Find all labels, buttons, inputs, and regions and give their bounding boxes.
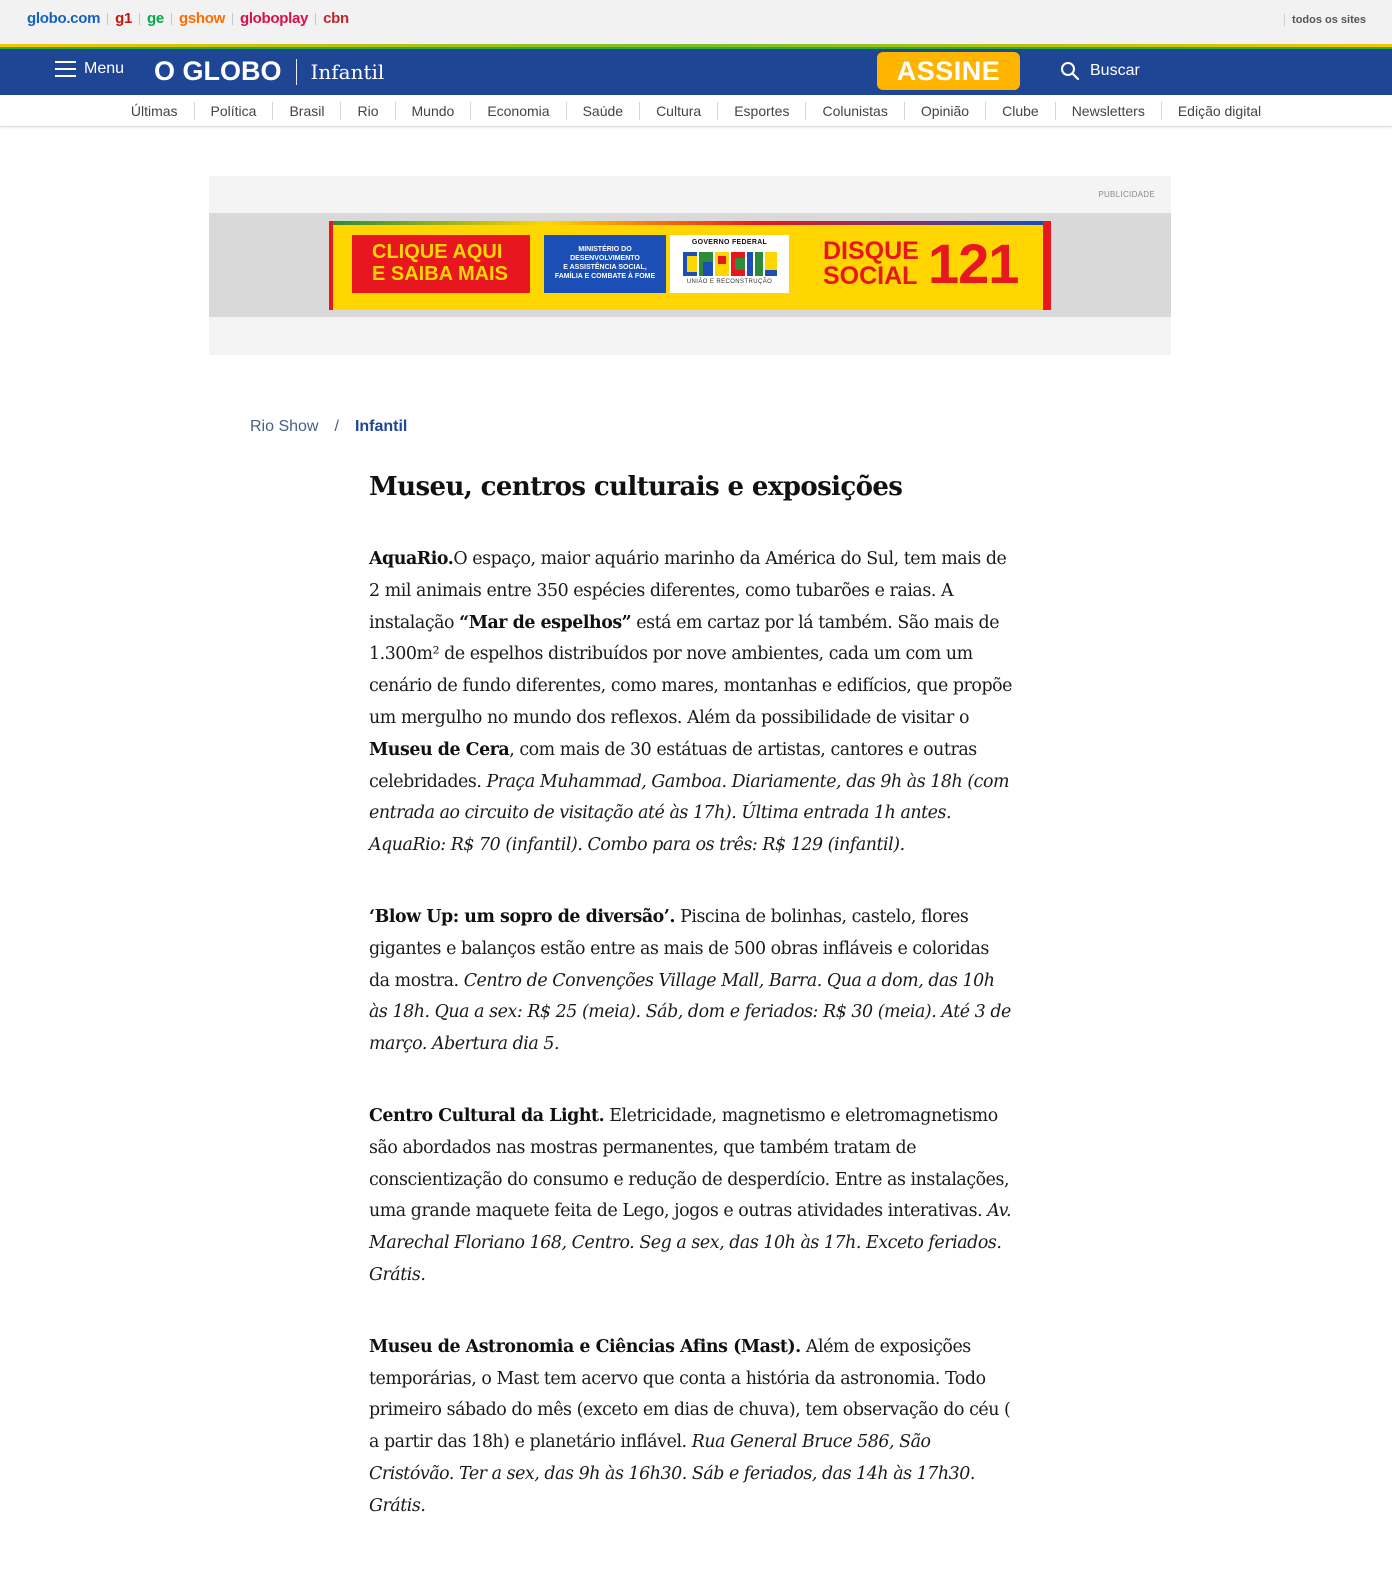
nav-item[interactable]: Saúde — [567, 102, 640, 120]
separator — [171, 13, 172, 25]
breadcrumb-separator: / — [334, 418, 339, 435]
search-button[interactable] — [1060, 61, 1140, 81]
ad-cta-line2: E SAIBA MAIS — [372, 263, 508, 285]
separator — [315, 13, 316, 25]
nav-item[interactable]: Política — [195, 102, 274, 120]
logo-divider — [296, 59, 297, 85]
ad-cta-line1: CLIQUE AQUI — [372, 241, 503, 263]
ministry-line: E ASSISTÊNCIA SOCIAL, — [563, 264, 647, 271]
all-sites-link[interactable]: todos os sites — [1284, 14, 1366, 26]
nav-item[interactable]: Mundo — [396, 102, 472, 120]
nav-item[interactable]: Rio — [341, 102, 395, 120]
nav-item[interactable]: Esportes — [718, 102, 806, 120]
article-paragraph-mast — [369, 1332, 1014, 1523]
venue-info: Praça Muhammad, Gamboa. Diariamente, das 9h às 18h (com entrada ao circuito de visitação até às 17h). Última entrada 1h antes. AquaRio: R$ 70 (infantil). Combo para os três: R$ 129 (infantil). — [369, 771, 1010, 856]
ad-banner[interactable] — [329, 221, 1051, 310]
article-title: Museu, centros culturais e exposições — [369, 472, 903, 502]
nav-item[interactable]: Brasil — [273, 102, 341, 120]
ad-disque-line1: DISQUE — [823, 237, 919, 265]
search-icon — [1060, 61, 1080, 81]
venue-name: Centro Cultural da Light. — [369, 1105, 605, 1126]
nav-item[interactable]: Cultura — [640, 102, 718, 120]
globo-sites-bar — [0, 0, 1392, 44]
menu-button[interactable] — [55, 60, 124, 78]
article-paragraph-aquario — [369, 544, 1014, 862]
separator — [139, 13, 140, 25]
gov-title: GOVERNO FEDERAL — [691, 239, 768, 246]
ad-phone-number: 121 — [928, 232, 1019, 295]
breadcrumb — [250, 418, 407, 436]
nav-item[interactable]: Opinião — [905, 102, 986, 120]
article-paragraph-light — [369, 1101, 1014, 1292]
venue-name: ‘Blow Up: um sopro de diversão’. — [369, 906, 675, 927]
ministry-logo — [544, 235, 666, 293]
ad-label: PUBLICIDADE — [1098, 190, 1155, 199]
nav-item[interactable]: Edição digital — [1177, 102, 1262, 119]
main-header — [0, 49, 1392, 95]
site-link-g1[interactable]: g1 — [115, 10, 133, 27]
paragraph-text: Piscina de bolinhas, castelo, flores gigantes e balanços estão entre as mais de 500 obras infláveis e coloridas da mostra. — [369, 906, 989, 991]
venue-info: Rua General Bruce 586, São Cristóvão. Ter a sex, das 9h às 16h30. Sáb e feriados, das 14h às 17h30. Grátis. — [369, 1432, 975, 1516]
ad-disque-line2: SOCIAL — [823, 262, 918, 290]
site-logo[interactable]: O GLOBO — [154, 56, 282, 86]
brand — [154, 56, 384, 87]
breadcrumb-current[interactable]: Infantil — [354, 418, 408, 435]
venue-name: Museu de Cera — [369, 739, 510, 760]
sites-list — [27, 10, 349, 27]
nav-item[interactable]: Newsletters — [1056, 102, 1162, 120]
nav-item[interactable]: Colunistas — [806, 102, 904, 120]
site-link-cbn[interactable]: cbn — [323, 10, 349, 27]
nav-item[interactable]: Economia — [471, 102, 566, 120]
gov-subtitle: UNIÃO E RECONSTRUÇÃO — [686, 279, 773, 285]
paragraph-text: O espaço, maior aquário marinho da América do Sul, tem mais de 2 mil animais entre 350 espécies diferentes, como tubarões e raias. A instalação — [369, 549, 1007, 633]
venue-name: Museu de Astronomia e Ciências Afins (Mast). — [369, 1336, 801, 1357]
ad-slot — [209, 176, 1171, 355]
subscribe-button[interactable]: ASSINE — [877, 52, 1020, 90]
paragraph-text: , com mais de 30 estátuas de artistas, cantores e outras celebridades. — [369, 739, 977, 792]
venue-info: Av. Marechal Floriano 168, Centro. Seg a sex, das 10h às 17h. Exceto feriados. Grátis. — [369, 1201, 1012, 1285]
ad-topline — [333, 221, 1043, 225]
nav-item[interactable]: Últimas — [115, 102, 195, 120]
breadcrumb-parent[interactable]: Rio Show — [250, 418, 319, 435]
separator — [107, 13, 108, 25]
paragraph-text: está em cartaz por lá também. São mais de 1.300m² de espelhos distribuídos por nove ambientes, cada um com um cenário de fundo diferentes, como mares, montanhas e edifícios, que propõe um mergulho no mundo dos reflexos. Além da possibilidade de visitar o — [369, 612, 1012, 728]
venue-info: Centro de Convenções Village Mall, Barra. Qua a dom, das 10h às 18h. Qua a sex: R$ 25 (meia). Sáb, dom e feriados: R$ 30 (meia). Até 3 de março. Abertura dia 5. — [369, 970, 1011, 1055]
article-paragraph-blow-up — [369, 902, 1014, 1061]
exhibit-name: “Mar de espelhos” — [459, 612, 632, 633]
hamburger-icon — [55, 60, 76, 78]
separator — [232, 13, 233, 25]
ad-cta[interactable] — [352, 235, 530, 293]
site-link-gshow[interactable]: gshow — [178, 10, 225, 27]
section-nav-list — [0, 95, 1392, 126]
site-link-ge[interactable]: ge — [147, 10, 164, 27]
ad-band — [209, 213, 1171, 317]
ministry-line: DESENVOLVIMENTO — [570, 255, 640, 262]
section-nav — [0, 95, 1392, 127]
brasil-wordmark-icon — [683, 252, 777, 276]
site-link-globoplay[interactable]: globoplay — [239, 10, 309, 27]
section-title[interactable]: Infantil — [310, 59, 385, 84]
menu-label: Menu — [84, 60, 125, 77]
ministry-line: MINISTÉRIO DO — [578, 246, 632, 253]
site-link-globo[interactable]: globo.com — [27, 10, 101, 27]
search-label: Buscar — [1090, 62, 1140, 79]
ministry-line: FAMÍLIA E COMBATE À FOME — [554, 273, 656, 280]
government-logo — [670, 235, 789, 293]
venue-name: AquaRio. — [369, 549, 454, 569]
ad-disque-text — [823, 239, 919, 289]
nav-item[interactable]: Clube — [986, 102, 1056, 120]
paragraph-text: Eletricidade, magnetismo e eletromagnetismo são abordados nas mostras permanentes, que também tratam de conscientização do consumo e redução de desperdício. Entre as instalações, uma grande maquete feita de Lego, jogos e outras atividades interativas. — [369, 1105, 1010, 1222]
paragraph-text: Além de exposições temporárias, o Mast tem acervo que conta a história da astronomia. Todo primeiro sábado do mês (exceto em dias de chuva), tem observação do céu ( a partir das 18h) e planetário inflável. — [369, 1336, 1011, 1453]
article-body — [369, 470, 1014, 1563]
